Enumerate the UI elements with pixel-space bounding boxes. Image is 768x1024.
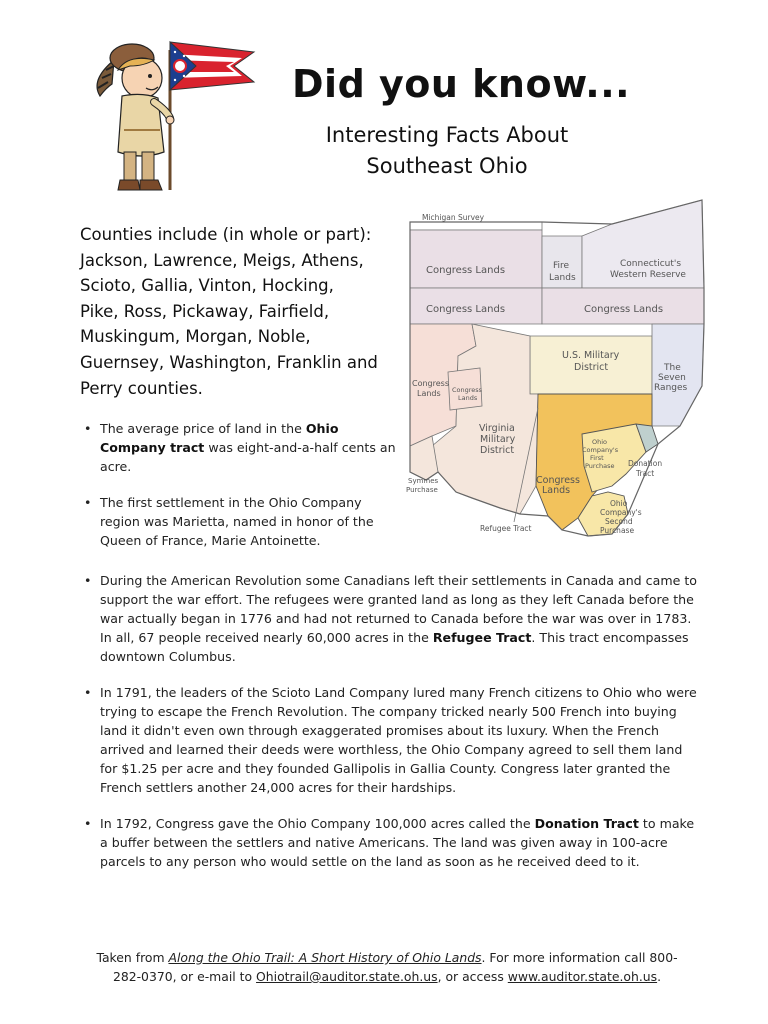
map-label: Lands (458, 394, 478, 402)
map-label: Congress (452, 386, 483, 394)
map-label: Military (480, 434, 516, 445)
mascot-illustration (84, 30, 259, 198)
map-label: Virginia (479, 423, 515, 434)
map-label: Michigan Survey (422, 213, 485, 222)
map-label: Lands (542, 485, 571, 496)
region-congress-lands-nw (410, 230, 542, 288)
map-label: Lands (417, 389, 441, 398)
map-label: Donation (628, 459, 663, 468)
map-label: Company's (600, 508, 642, 517)
subtitle-line: Southeast Ohio (366, 154, 528, 178)
ohio-land-map (402, 196, 708, 540)
counties-line: Counties include (in whole or part): (80, 225, 372, 244)
fact-item: • In 1792, Congress gave the Ohio Company 100,000 acres called the Donation Tract to make a buffer between the settlers and native Americans. The land was given away in 100-acre parcels to any person who would settle on the land as soon as he received deed to it. (84, 814, 698, 871)
email-link[interactable]: Ohiotrail@auditor.state.oh.us (256, 969, 438, 984)
fact-item: • In 1791, the leaders of the Scioto Land Company lured many French citizens to Ohio who were trying to escape the French Revolution. The company tricked nearly 500 French into buying land it didn't even own through exaggerated promises about its luxury. When the French arrived and learned their deeds were worthless, the Ohio Company agreed to sell them land for $1.25 per acre and they founded Gallipolis in Gallia County. Congress later granted the French settlers another 24,000 acres for their hardships. (84, 683, 698, 797)
map-label: Purchase (600, 526, 635, 535)
map-label: Purchase (585, 462, 615, 470)
map-label: Congress (412, 379, 449, 388)
website-link[interactable]: www.auditor.state.oh.us (507, 969, 658, 984)
counties-line: Jackson, Lawrence, Meigs, Athens, (80, 250, 364, 270)
map-label: First (590, 454, 604, 462)
fact-item: • The average price of land in the Ohio Company tract was eight-and-a-half cents an acre. (84, 419, 402, 476)
map-label: Connecticut's (620, 259, 682, 269)
map-label: U.S. Military (562, 350, 620, 361)
ohio-flag-icon (170, 42, 254, 90)
book-title: Along the Ohio Trail: A Short History of Ohio Lands (168, 950, 482, 965)
map-label: The (664, 363, 681, 373)
counties-line: Muskingum, Morgan, Noble, (80, 327, 311, 347)
map-label: Symmes (408, 477, 439, 485)
map-label: Congress Lands (426, 265, 506, 276)
map-label: Refugee Tract (480, 524, 532, 533)
footer-citation: Taken from Along the Ohio Trail: A Short History of Ohio Lands. For more information call 800-282-0370, or e-mail to Ohiotrail@auditor.state.oh.us, or access www.auditor.state.oh.us. (96, 950, 678, 984)
map-label: Company's (582, 446, 619, 454)
page-title: Did you know... (292, 62, 631, 106)
map-label: Fire (553, 261, 570, 271)
fact-item: • The first settlement in the Ohio Company region was Marietta, named in honor of the Queen of France, Marie Antoinette. (84, 493, 402, 550)
map-label: Seven (658, 373, 686, 383)
map-label: Ohio (610, 499, 628, 508)
counties-line: Pike, Ross, Pickaway, Fairfield, (80, 301, 330, 321)
counties-line: Guernsey, Washington, Franklin and (80, 352, 378, 372)
map-label: Western Reserve (610, 270, 686, 280)
map-label: Purchase (406, 486, 438, 494)
map-label: Congress Lands (426, 304, 506, 315)
map-label: Ohio (592, 438, 608, 446)
region-michigan-survey (410, 222, 542, 230)
map-label: Lands (549, 273, 576, 283)
map-label: Congress Lands (584, 304, 664, 315)
counties-line: Scioto, Gallia, Vinton, Hocking, (80, 276, 334, 296)
map-label: Ranges (654, 383, 688, 393)
facts-list-narrow (84, 419, 402, 567)
map-label: Second (605, 517, 633, 526)
map-label: Tract (636, 469, 655, 478)
subtitle-line: Interesting Facts About (325, 123, 569, 147)
map-label: District (574, 362, 609, 373)
fact-item: • During the American Revolution some Canadians left their settlements in Canada and came to support the war effort. The refugees were granted land as long as they left Canada before the war actually began in 1776 and had not returned to Canada before the war was over in 1783. In all, 67 people received nearly 60,000 acres in the Refugee Tract. This tract encompasses downtown Columbus. (84, 571, 698, 666)
map-label: District (480, 445, 515, 456)
counties-line: Perry counties. (80, 378, 203, 398)
map-label: Congress (536, 475, 580, 486)
facts-list-wide (84, 571, 698, 888)
counties-list (80, 222, 402, 401)
page-subtitle (282, 120, 612, 182)
